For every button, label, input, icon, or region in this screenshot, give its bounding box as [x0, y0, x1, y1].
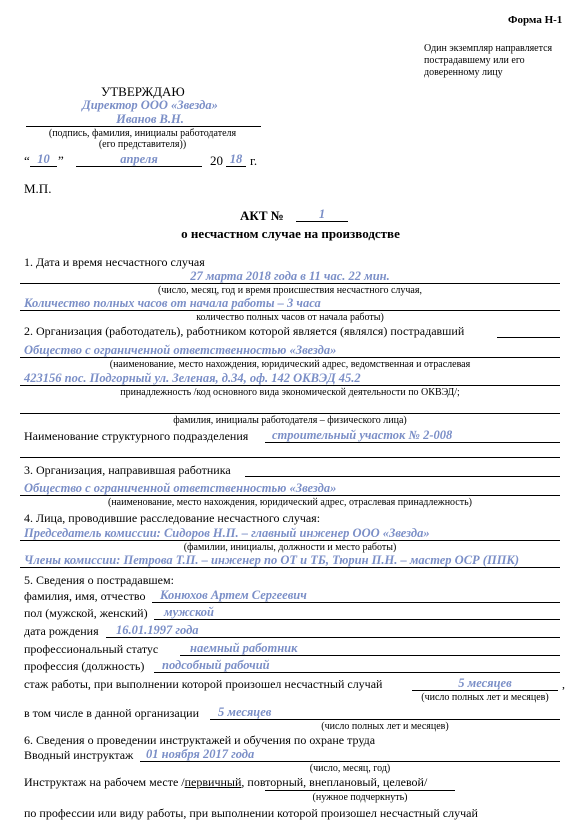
s1-hours-value: Количество полных часов от начала работы – 3 часа: [24, 296, 321, 310]
copy-note: [424, 43, 552, 79]
s1-line: [20, 283, 560, 284]
s5-birth-value: 16.01.1997 года: [116, 623, 199, 637]
stamp-label: М.П.: [24, 181, 52, 196]
s5-sex-value: мужской: [164, 605, 214, 619]
signature-caption: (его представителя)): [98, 139, 187, 150]
s6-profession-label: по профессии или виду работы, при выполнении которой произошел несчастный случай: [24, 806, 478, 820]
s6-workplace-caption: (нужное подчеркнуть): [312, 792, 408, 803]
act-subtitle: о несчастном случае на производстве: [181, 226, 400, 241]
s5-org-exp-caption: (число полных лет и месяцев): [321, 721, 449, 732]
s4-label: 4. Лица, проводившие расследование несчастного случая:: [24, 511, 321, 525]
approve-day: 10: [37, 152, 50, 166]
s6-intro-label: Вводный инструктаж: [24, 748, 134, 762]
year-suffix: 18: [229, 152, 243, 166]
s5-prof-value: подсобный рабочий: [162, 658, 270, 672]
s1-label: 1. Дата и время несчастного случая: [24, 255, 205, 269]
s2-unit-value: строительный участок № 2-008: [272, 428, 453, 442]
s2-address-caption: принадлежность /код основного вида экономической деятельности по ОКВЭД/;: [120, 387, 460, 398]
month-line: [76, 166, 202, 167]
s2-value-line: [20, 357, 560, 358]
s5-name-label: фамилия, имя, отчество: [24, 589, 146, 603]
s6-workplace-label: Инструктаж на рабочем месте /: [24, 775, 185, 789]
s4-chair: Председатель комиссии: Сидоров Н.П. – главный инженер ООО «Звезда»: [24, 526, 430, 540]
year-line: [226, 166, 246, 167]
s5-prof-line: [154, 672, 560, 673]
s2-blank-line: [20, 457, 560, 458]
s6-workplace-primary: первичный: [184, 775, 242, 789]
copy-note-line: Один экземпляр направляется: [424, 43, 553, 54]
s5-name-value: Конюхов Артем Сергеевич: [160, 588, 307, 602]
s3-label: 3. Организация, направившая работника: [24, 463, 231, 477]
signature-caption: (подпись, фамилия, инициалы работодателя: [48, 128, 237, 139]
s5-status-value: наемный работник: [190, 641, 298, 655]
form-label: Форма Н-1: [508, 14, 563, 26]
s4-caption: (фамилии, инициалы, должности и место работы): [183, 542, 397, 553]
copy-note-line: доверенному лицу: [424, 67, 503, 78]
s2-employer-line: [20, 413, 560, 414]
s6-workplace: [24, 775, 427, 789]
s1-value: 27 марта 2018 года в 11 час. 22 мин.: [190, 269, 390, 283]
s3-label-line: [245, 476, 560, 477]
s5-birth-label: дата рождения: [24, 624, 99, 638]
s6-intro-line: [140, 761, 560, 762]
s5-exp-label: стаж работы, при выполнении которой произошел несчастный случай: [24, 677, 383, 691]
s4-members: Члены комиссии: Петрова Т.П. – инженер по ОТ и ТБ, Тюрин П.Н. – мастер ОСР (ППК): [24, 553, 520, 567]
s4-members-line: [20, 567, 560, 568]
s2-address: 423156 пос. Подгорный ул. Зеленая, д.34, оф. 142 ОКВЭД 45.2: [24, 371, 361, 385]
s6-intro-value: 01 ноября 2017 года: [146, 747, 255, 761]
act-title: АКТ №: [240, 208, 284, 223]
approver-name: Иванов В.Н.: [116, 112, 184, 126]
day-line: [30, 166, 57, 167]
s5-sex-line: [154, 619, 560, 620]
s5-org-exp-value: 5 месяцев: [218, 705, 272, 719]
date-close-quote: ”: [58, 153, 64, 168]
s4-chair-line: [20, 540, 560, 541]
s5-sex-label: пол (мужской, женский): [24, 606, 148, 620]
s5-exp-comma: ,: [562, 677, 565, 691]
s1-hours-caption: количество полных часов от начала работы): [196, 312, 384, 323]
date-open-quote: “: [24, 153, 30, 168]
s5-exp-value: 5 месяцев: [458, 676, 512, 690]
s2-address-line: [20, 385, 560, 386]
act-number: 1: [318, 207, 326, 221]
s5-exp-caption: (число полных лет и месяцев): [421, 692, 549, 703]
year-unit: г.: [250, 153, 258, 168]
s5-prof-label: профессия (должность): [24, 659, 145, 673]
s3-value: Общество с ограниченной ответственностью «Звезда»: [24, 481, 337, 495]
s5-exp-line: [412, 690, 558, 691]
s5-name-line: [152, 602, 560, 603]
s5-org-exp-label: в том числе в данной организации: [24, 706, 200, 720]
s3-value-line: [20, 495, 560, 496]
s2-unit-label: Наименование структурного подразделения: [24, 429, 249, 443]
s5-label: 5. Сведения о пострадавшем:: [24, 573, 174, 587]
s6-label: 6. Сведения о проведении инструктажей и обучения по охране труда: [24, 733, 376, 747]
s2-unit-line: [265, 442, 560, 443]
copy-note-line: пострадавшему или его: [424, 55, 525, 66]
approver-position: Директор ООО «Звезда»: [82, 98, 218, 112]
s5-birth-line: [106, 637, 560, 638]
s3-caption: (наименование, место нахождения, юридический адрес, отраслевая принадлежность): [108, 497, 472, 508]
s2-label-line: [497, 337, 560, 338]
s5-org-exp-line: [210, 719, 560, 720]
act-number-line: [296, 221, 348, 222]
s2-caption: (наименование, место нахождения, юридический адрес, ведомственная и отраслевая: [109, 359, 471, 370]
s5-status-label: профессиональный статус: [24, 642, 159, 656]
year-prefix: 20: [210, 153, 223, 168]
signature-line: [26, 126, 261, 127]
approve-month: апреля: [120, 152, 158, 166]
s6-intro-caption: (число, месяц, год): [309, 763, 391, 774]
s2-value: Общество с ограниченной ответственностью «Звезда»: [24, 343, 337, 357]
s6-workplace-line: [265, 790, 455, 791]
s2-label: 2. Организация (работодатель), работником которой является (являлся) пострадавший: [24, 324, 465, 338]
approve-title: УТВЕРЖДАЮ: [101, 84, 185, 99]
s1-caption: (число, месяц, год и время происшествия несчастного случая,: [158, 285, 422, 296]
s5-status-line: [180, 655, 560, 656]
s2-employer-caption: фамилия, инициалы работодателя – физического лица): [173, 415, 407, 426]
s6-workplace-rest: , повторный, внеплановый, целевой/: [241, 775, 428, 789]
s1-hours-line: [20, 310, 560, 311]
